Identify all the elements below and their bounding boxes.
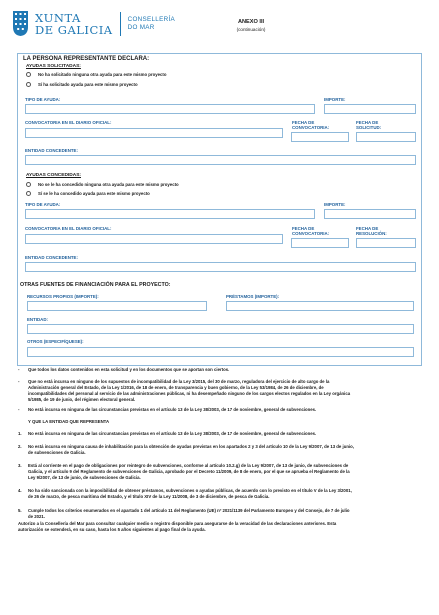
granted-entity-field[interactable] xyxy=(25,262,416,272)
declaration-form xyxy=(17,53,422,366)
call-date-label-line-1: FECHA DE xyxy=(292,120,315,125)
annex-subtitle: (continuación) xyxy=(236,27,266,32)
requested-request-date-label xyxy=(356,120,381,130)
granted-yes-option[interactable] xyxy=(26,191,150,196)
department-name xyxy=(128,16,175,31)
granted-call-date-field[interactable] xyxy=(291,238,349,248)
entity-heading: Y QUE LA ENTIDAD QUE REPRESENTA xyxy=(28,419,110,424)
requested-call-field[interactable] xyxy=(25,128,283,138)
requested-entity-label: ENTIDAD CONCEDENTE: xyxy=(25,148,78,153)
request-date-label-line-2: SOLICITUD: xyxy=(356,125,382,130)
other-entity-label: ENTIDAD: xyxy=(27,317,48,322)
item-number: 3. xyxy=(18,463,22,468)
numbered-item-3-line-3: Ley 9/2007, de 13 de junio, de subvenciones de Galicia. xyxy=(28,475,141,480)
loans-field[interactable] xyxy=(226,301,414,311)
numbered-item-2-line-1: No está incursa en ninguna causa de inhabilitación para la obtención de ayudas previstas en los apartados 2 y 3 del artículo 10 de la Ley 9/2007, de 13 de junio, xyxy=(28,444,354,449)
requested-request-date-field[interactable] xyxy=(356,132,416,142)
item-number: 2. xyxy=(18,444,22,449)
requested-call-date-label xyxy=(292,120,329,130)
granted-aid-title: AYUDAS CONCEDIDAS: xyxy=(26,173,81,178)
granted-call-field[interactable] xyxy=(25,234,283,244)
radio-button[interactable] xyxy=(26,82,31,87)
declares-title: LA PERSONA REPRESENTANTE DECLARA: xyxy=(23,56,150,62)
granted-call-label: CONVOCATORIA EN EL DIARIO OFICIAL: xyxy=(25,226,112,231)
others-label: OTROS (ESPECIFÍQUESE): xyxy=(27,339,84,344)
granted-type-field[interactable] xyxy=(25,209,315,219)
bullet-dash: - xyxy=(18,407,20,412)
numbered-item-2-line-2: de subvenciones de Galicia. xyxy=(28,450,86,455)
authorization-line-2: autorización se extenderá, en su caso, hasta los 5 años siguientes al pago final de la ayuda. xyxy=(18,527,206,532)
logo-text xyxy=(35,12,113,36)
logo-line-1: XUNTA xyxy=(35,10,81,25)
requested-type-field[interactable] xyxy=(25,104,315,114)
xunta-logo xyxy=(12,10,175,37)
declaration-bullet-2-line-1: Que no está incursa en ninguno de los supuestos de incompatibilidad de la Ley 3/2015, del 30 de marzo, reguladora del ejercicio de alto cargo de la xyxy=(28,379,330,384)
annex-title: ANEXO III xyxy=(237,19,265,25)
authorization-line-1: Autorizo a la Consellería del Mar para consultar cualquier medio o registro disponible para asegurarse de la veracidad de las declaraciones anteriores. Esta xyxy=(18,521,337,526)
declaration-bullet-2-line-2: Administración general del Estado, de la Ley 1/2016, de 18 de enero, de transparencia y buen gobierno, de la Ley 53/1984, de 26 de diciembre, de xyxy=(28,385,324,390)
loans-label: PRÉSTAMOS (IMPORTE): xyxy=(226,294,280,299)
call-date-label-line-1: FECHA DE xyxy=(292,226,315,231)
own-resources-field[interactable] xyxy=(27,301,207,311)
requested-entity-field[interactable] xyxy=(25,155,416,165)
numbered-item-4-line-1: No ha sido sancionada con la imposibilidad de obtener préstamos, subvenciones o ayudas públicas, de acuerdo con lo previsto en el título V de la Ley 3/2001, xyxy=(28,488,352,493)
declaration-bullet-3: No está incursa en ninguna de las circunstancias previstas en el artículo 13 de la Ley 38/2003, de 17 de noviembre, general de subvenciones. xyxy=(28,407,317,412)
declaration-bullet-1: Que todos los datos contenidos en esta solicitud y en los documentos que se aportan son ciertos. xyxy=(28,367,230,372)
call-date-label-line-2: CONVOCATORIA: xyxy=(292,125,330,130)
requested-amount-label: IMPORTE: xyxy=(324,97,346,102)
call-date-label-line-2: CONVOCATORIA: xyxy=(292,231,330,236)
requested-amount-field[interactable] xyxy=(324,104,416,114)
requested-yes-option[interactable] xyxy=(26,82,138,87)
bullet-dash: - xyxy=(18,379,20,384)
radio-button[interactable] xyxy=(26,182,31,187)
declaration-bullet-2-line-4: 5/1985, de 19 de junio, del régimen electoral general. xyxy=(28,397,136,402)
radio-button[interactable] xyxy=(26,191,31,196)
numbered-item-3-line-1: Está al corriente en el pago de obligaciones por reintegro de subvenciones, conforme al artículo 10.2.g) de la Ley 9/2007, de 13 de junio, de subvenciones de xyxy=(28,463,349,468)
granted-none-label: No se le ha concedido ninguna otra ayuda para este mismo proyecto xyxy=(38,182,179,187)
other-sources-title: OTRAS FUENTES DE FINANCIACIÓN PARA EL PROYECTO: xyxy=(20,282,171,288)
granted-amount-label: IMPORTE: xyxy=(324,202,346,207)
other-entity-field[interactable] xyxy=(27,324,414,334)
requested-none-option[interactable] xyxy=(26,72,166,77)
granted-entity-label: ENTIDAD CONCEDENTE: xyxy=(25,255,78,260)
requested-aid-title: AYUDAS SOLICITADAS: xyxy=(26,64,81,69)
requested-none-label: No ha solicitado ninguna otra ayuda para este mismo proyecto xyxy=(38,72,167,77)
radio-button[interactable] xyxy=(26,72,31,77)
granted-type-label: TIPO DE AYUDA: xyxy=(25,202,61,207)
granted-amount-field[interactable] xyxy=(324,209,416,219)
numbered-item-4-line-2: de 26 de marzo, de pesca marítima del Estado, y el título XIV de la Ley 11/2008, de 3 de diciembre, de pesca de Galicia. xyxy=(28,494,270,499)
declaration-bullet-2-line-3: incompatibilidades del personal al servicio de las administraciones públicas, ni ha desempeñado ninguno de los cargos electos regulados en la Ley orgánica xyxy=(28,391,351,396)
granted-resolution-date-label xyxy=(356,226,387,236)
numbered-item-5-line-2: de 2021. xyxy=(28,514,45,519)
granted-yes-label: Sí se le ha concedido ayuda para este mismo proyecto xyxy=(38,191,150,196)
galicia-shield-icon xyxy=(12,10,29,37)
request-date-label-line-1: FECHA DE xyxy=(356,120,379,125)
item-number: 1. xyxy=(18,431,22,436)
logo-divider xyxy=(120,12,121,36)
department-line-2: DO MAR xyxy=(127,23,155,31)
item-number: 4. xyxy=(18,488,22,493)
requested-call-date-field[interactable] xyxy=(291,132,349,142)
granted-resolution-date-field[interactable] xyxy=(356,238,416,248)
annex-heading xyxy=(206,19,296,32)
granted-call-date-label xyxy=(292,226,329,236)
resolution-date-label-line-1: FECHA DE xyxy=(356,226,379,231)
requested-call-label: CONVOCATORIA EN EL DIARIO OFICIAL: xyxy=(25,120,112,125)
logo-line-2: DE GALICIA xyxy=(35,22,113,37)
own-resources-label: RECURSOS PROPIOS (IMPORTE): xyxy=(27,294,99,299)
page-header xyxy=(12,7,432,47)
bullet-dash: - xyxy=(18,367,20,372)
numbered-item-3-line-2: Galicia, y el artículo 9 del Reglamento de subvenciones de Galicia, aprobado por el Decreto 11/2009, de 8 de enero, por el que se aprueba el Reglamento de la xyxy=(28,469,350,474)
granted-none-option[interactable] xyxy=(26,182,179,187)
numbered-item-1: No está incursa en ninguna de las circunstancias previstas en el artículo 13 de la Ley 38/2003, de 17 de noviembre, general de subvenciones. xyxy=(28,431,317,436)
numbered-item-5-line-1: Cumple todos los criterios enumerados en el apartado 1 del artículo 11 del Reglamento (UE) nº 2021/1139 del Parlamento Europeo y del Consejo, de 7 de julio xyxy=(28,508,350,513)
others-field[interactable] xyxy=(27,347,414,357)
resolution-date-label-line-2: RESOLUCIÓN: xyxy=(356,231,387,236)
department-line-1: CONSELLERÍA xyxy=(127,16,175,23)
item-number: 5. xyxy=(18,508,22,513)
requested-yes-label: Sí ha solicitado ayuda para este mismo proyecto xyxy=(38,82,138,87)
requested-type-label: TIPO DE AYUDA: xyxy=(25,97,61,102)
